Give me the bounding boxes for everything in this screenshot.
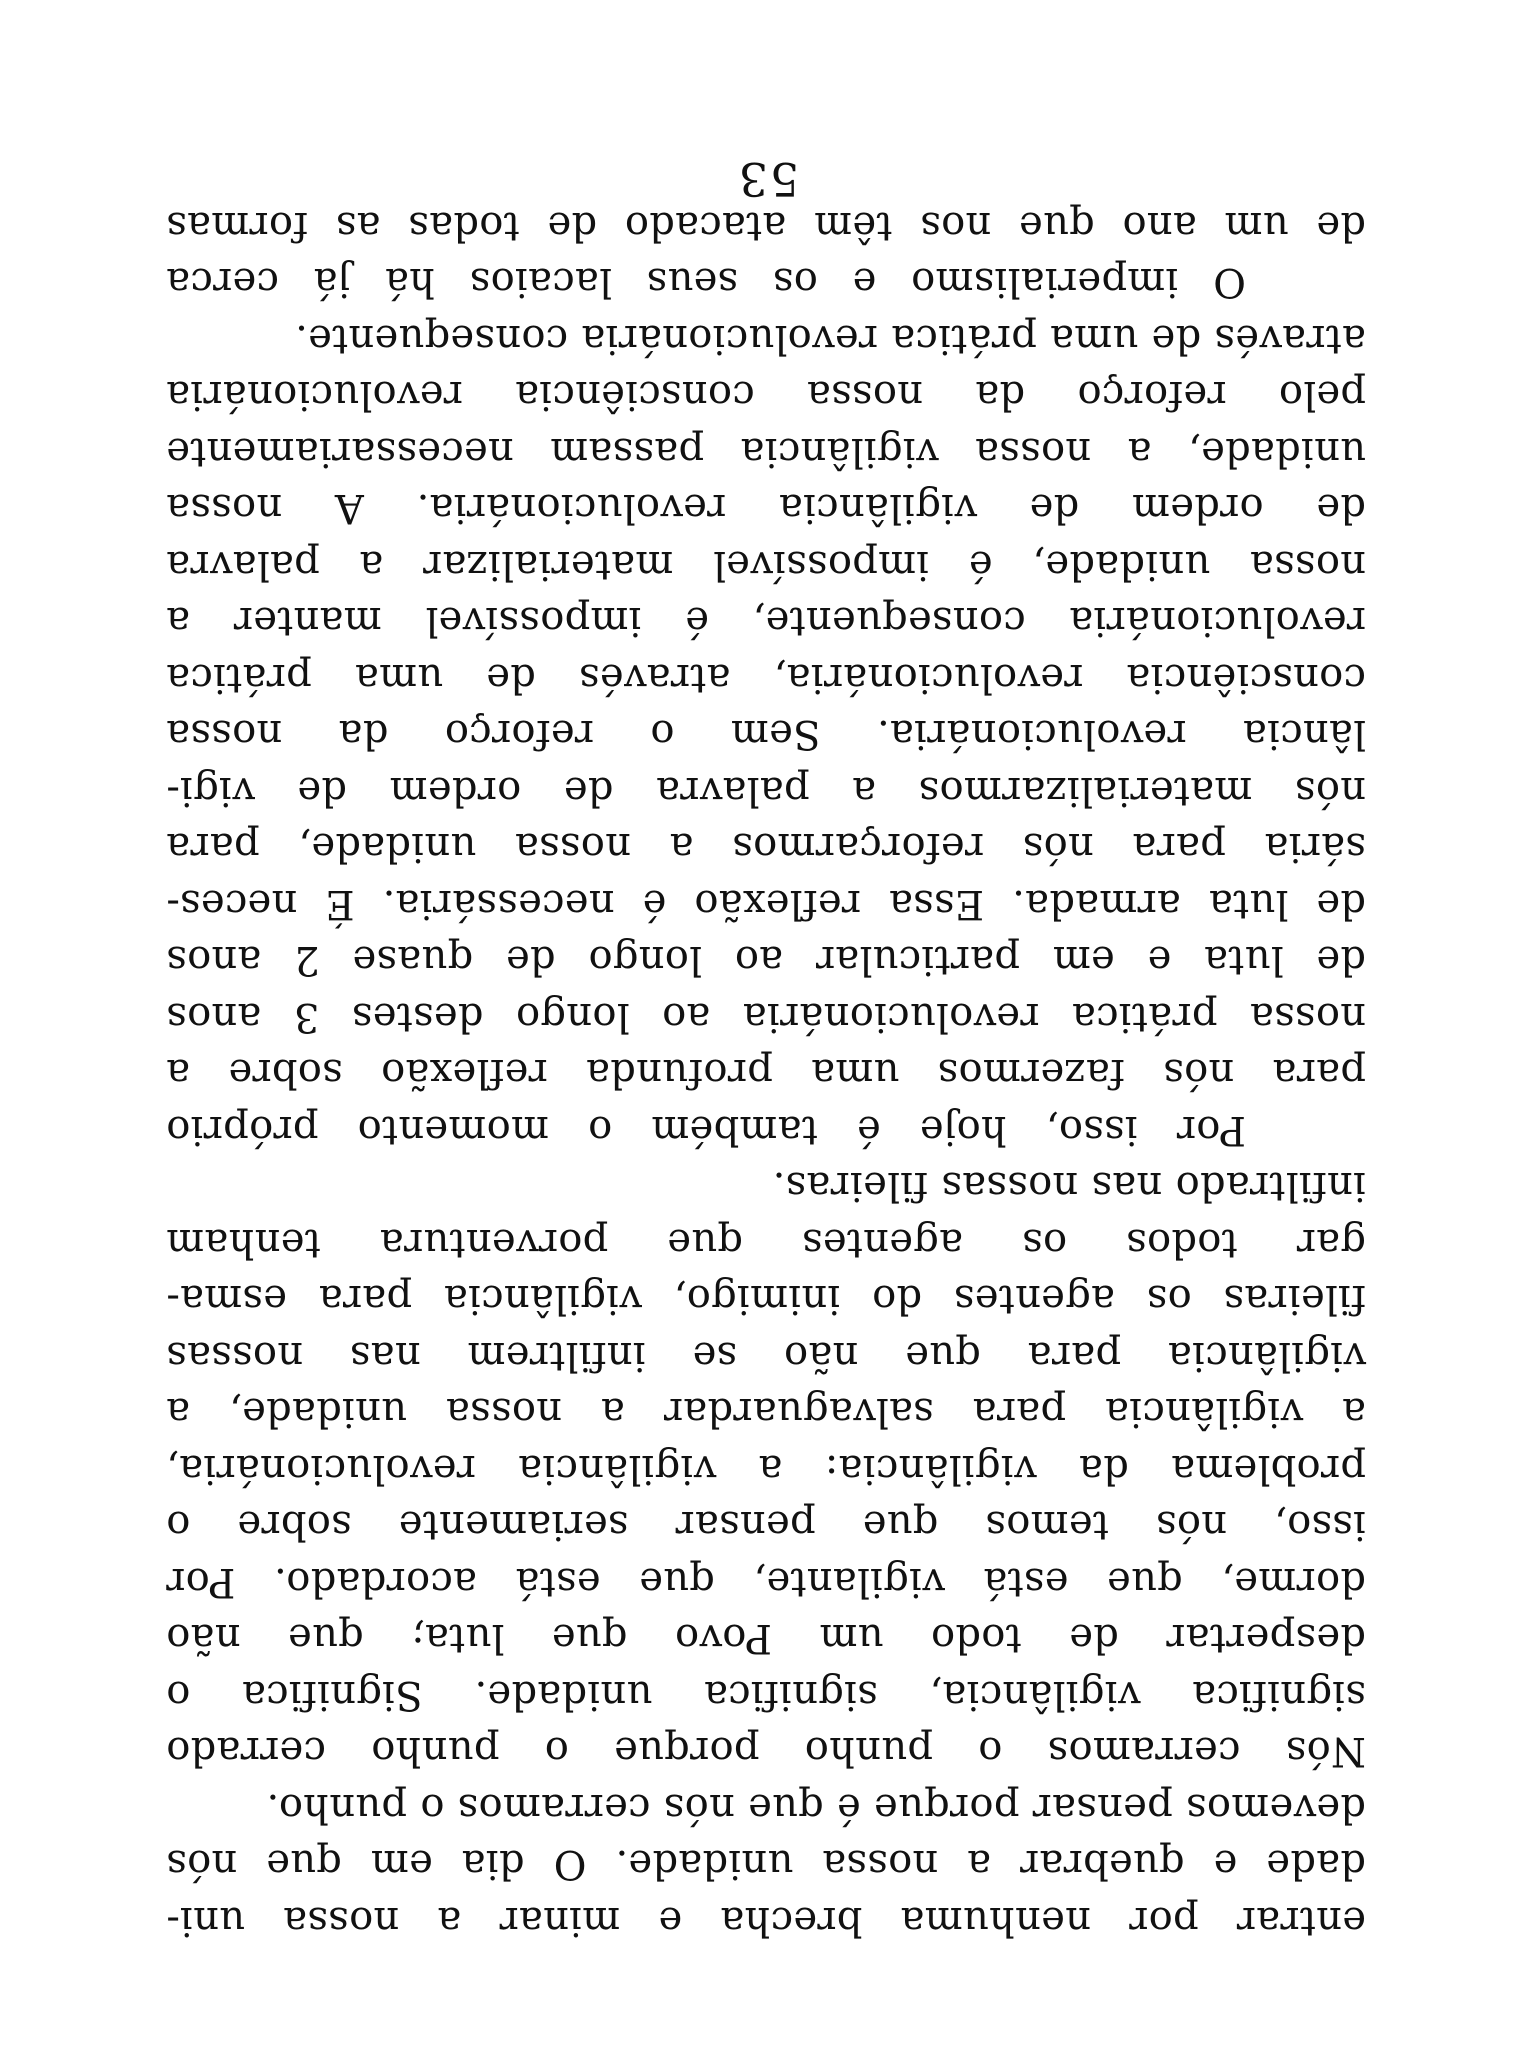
text-line: a vigilância para salvaguardar a nossa unidade, a [166, 1389, 1366, 1436]
text-line: gar todos os agentes que porventura tenham [166, 1220, 1366, 1266]
text-line: devemos pensar porque é que nós cerramos o punho. [266, 1785, 1366, 1831]
text-line: consciência revolucionária, através de uma prática [166, 655, 1366, 701]
text-line: infiltrado nas nossas fileiras. [772, 1163, 1366, 1210]
text-line: de luta e em particular ao longo de quase 2 anos [166, 937, 1366, 984]
text-line: sária para nós reforçarmos a nossa unidade, para [166, 824, 1366, 871]
text-line: entrar por nenhuma brecha e minar a nossa uni- [166, 1898, 1366, 1944]
text-line: revolucionária consequente, é impossível manter a [166, 598, 1366, 645]
text-line: nós materializarmos a palavra de ordem de vigi- [166, 768, 1366, 814]
text-line: através de uma prática revolucionária consequente. [294, 316, 1366, 362]
text-line: de luta armada. Essa reflexão é necessária. É neces- [166, 881, 1366, 927]
text-line: de um ano que nos têm atacado de todas as formas [166, 203, 1366, 249]
text-line: nossa prática revolucionária ao longo destes 3 anos [166, 994, 1366, 1040]
page-number: 53 [736, 152, 800, 206]
text-line: nossa unidade, é impossível materializar a palavra [166, 542, 1366, 588]
text-line: dorme, que está vigilante, que está acordado. Por [166, 1559, 1366, 1605]
body-text [166, 198, 1366, 1950]
text-line: Por isso, hoje é também o momento próprio [166, 1107, 1246, 1153]
text-line: significa vigilância, significa unidade. Significa o [166, 1672, 1366, 1718]
text-line: lância revolucionária. Sem o reforço da nossa [166, 711, 1366, 758]
text-line: problema da vigilância: a vigilância revolucionária, [166, 1446, 1366, 1492]
text-line: unidade, a nossa vigilância passam necessariamente [166, 429, 1366, 475]
text-line: fileiras os agentes do inimigo, vigilância para esma- [166, 1276, 1366, 1323]
text-line: para nós fazermos uma profunda reflexão sobre a [166, 1050, 1366, 1097]
text-line: pelo reforço da nossa consciência revolucionária [166, 372, 1366, 419]
text-line: dade e quebrar a nossa unidade. O dia em que nós [166, 1841, 1366, 1888]
text-line: isso, nós temos que pensar seriamente sobre o [166, 1502, 1366, 1549]
text-line: O imperialismo e os seus lacaios há já cerca [166, 259, 1246, 306]
text-line: Nós cerramos o punho porque o punho cerrado [166, 1728, 1366, 1775]
text-line: vigilância para que não se infiltrem nas nossas [166, 1333, 1366, 1379]
text-line: despertar de todo um Povo que luta; que não [166, 1615, 1366, 1662]
text-line: de ordem de vigilância revolucionária. A nossa [166, 485, 1366, 532]
